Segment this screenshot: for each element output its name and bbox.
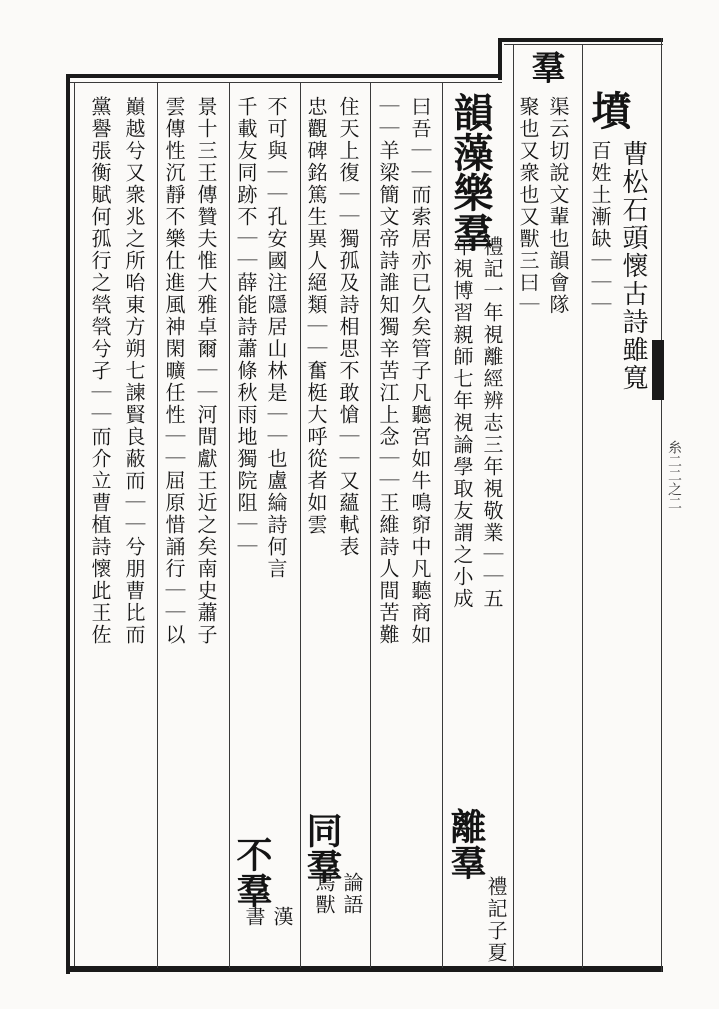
entry-tail-text-6a: 漢 [270, 906, 294, 928]
entry-head-3: 韻藻樂羣 [447, 92, 494, 252]
frame-tab-top-inner [504, 44, 663, 45]
entry-text-2b: 聚也又衆也又獸三曰｜ [516, 96, 540, 316]
entry-text-7b: 雲傳性沉靜不樂仕進風神閑曠任性｜｜屈原惜誦行｜｜以 [162, 96, 186, 646]
col-separator [370, 82, 371, 968]
margin-block [652, 340, 664, 400]
entry-text-3b: 年視博習親師七年視論學取友謂之小成 [450, 236, 474, 610]
entry-tail-text-3: 禮記子夏 [484, 876, 508, 964]
entry-text-4a: 曰吾｜｜而索居亦已久矣管子凡聽宮如牛鳴窌中凡聽商如 [408, 96, 432, 646]
entry-text-7a: 景十三王傳贊夫惟大雅卓爾｜｜河間獻王近之矣南史蕭子 [194, 96, 218, 646]
entry-text-1a: 曹松石頭懷古詩雖寬 [618, 140, 648, 392]
frame-right [661, 38, 662, 972]
entry-text-3a: 禮記一年視離經辨志三年視敬業｜｜五 [480, 236, 504, 610]
entry-head-1: 墳 [585, 90, 632, 130]
entry-tail-text-5b: 鳥獸 [312, 872, 336, 916]
frame-bottom [66, 966, 663, 972]
entry-tail-head-5: 同羣 [301, 812, 343, 884]
entry-text-6a: 不可與｜｜孔安國注隱居山林是｜｜也盧綸詩何言 [264, 96, 288, 580]
col-separator [442, 82, 443, 968]
frame-top-inner [70, 82, 502, 83]
col-separator [229, 82, 230, 968]
entry-head-2: 羣 [525, 50, 565, 86]
frame-left [66, 74, 70, 974]
entry-text-8b: 黨譽張衡賦何孤行之煢煢兮孑｜｜而介立曹植詩懷此王佐 [88, 96, 112, 646]
entry-tail-text-6b: 書 [242, 906, 266, 928]
frame-left-inner [74, 82, 75, 970]
edge-marks: 糸二二之二 [666, 440, 682, 510]
entry-tail-text-5a: 論語 [340, 872, 364, 916]
entry-text-8a: 巔越兮又衆兆之所咍東方朔七諫賢良蔽而｜｜兮朋曹比而 [122, 96, 146, 646]
col-separator [513, 44, 514, 968]
entry-text-4b: ｜｜羊梁簡文帝詩誰知獨辛苦江上念｜｜王維詩人間苦難 [376, 96, 400, 646]
entry-text-2a: 渠云切說文輩也韻會隊 [546, 96, 570, 316]
entry-tail-head-3: 離羣 [445, 808, 487, 880]
col-separator [157, 82, 158, 968]
entry-text-6b: 千載友同跡不｜｜薛能詩蕭條秋雨地獨院阻｜｜ [234, 96, 258, 558]
frame-tab-left [498, 38, 502, 80]
entry-text-5a: 住天上復｜｜獨孤及詩相思不敢愴｜｜又蘊軾表 [336, 96, 360, 558]
entry-tail-head-6: 不羣 [231, 836, 273, 908]
frame-top-outer [66, 74, 502, 78]
frame-tab-top [498, 38, 663, 42]
entry-text-1b: 百姓土漸缺｜｜｜ [588, 140, 612, 316]
col-separator [582, 44, 583, 968]
entry-text-5b: 忠觀碑銘篤生異人絕類｜｜奮梃大呼從者如雲 [304, 96, 328, 536]
